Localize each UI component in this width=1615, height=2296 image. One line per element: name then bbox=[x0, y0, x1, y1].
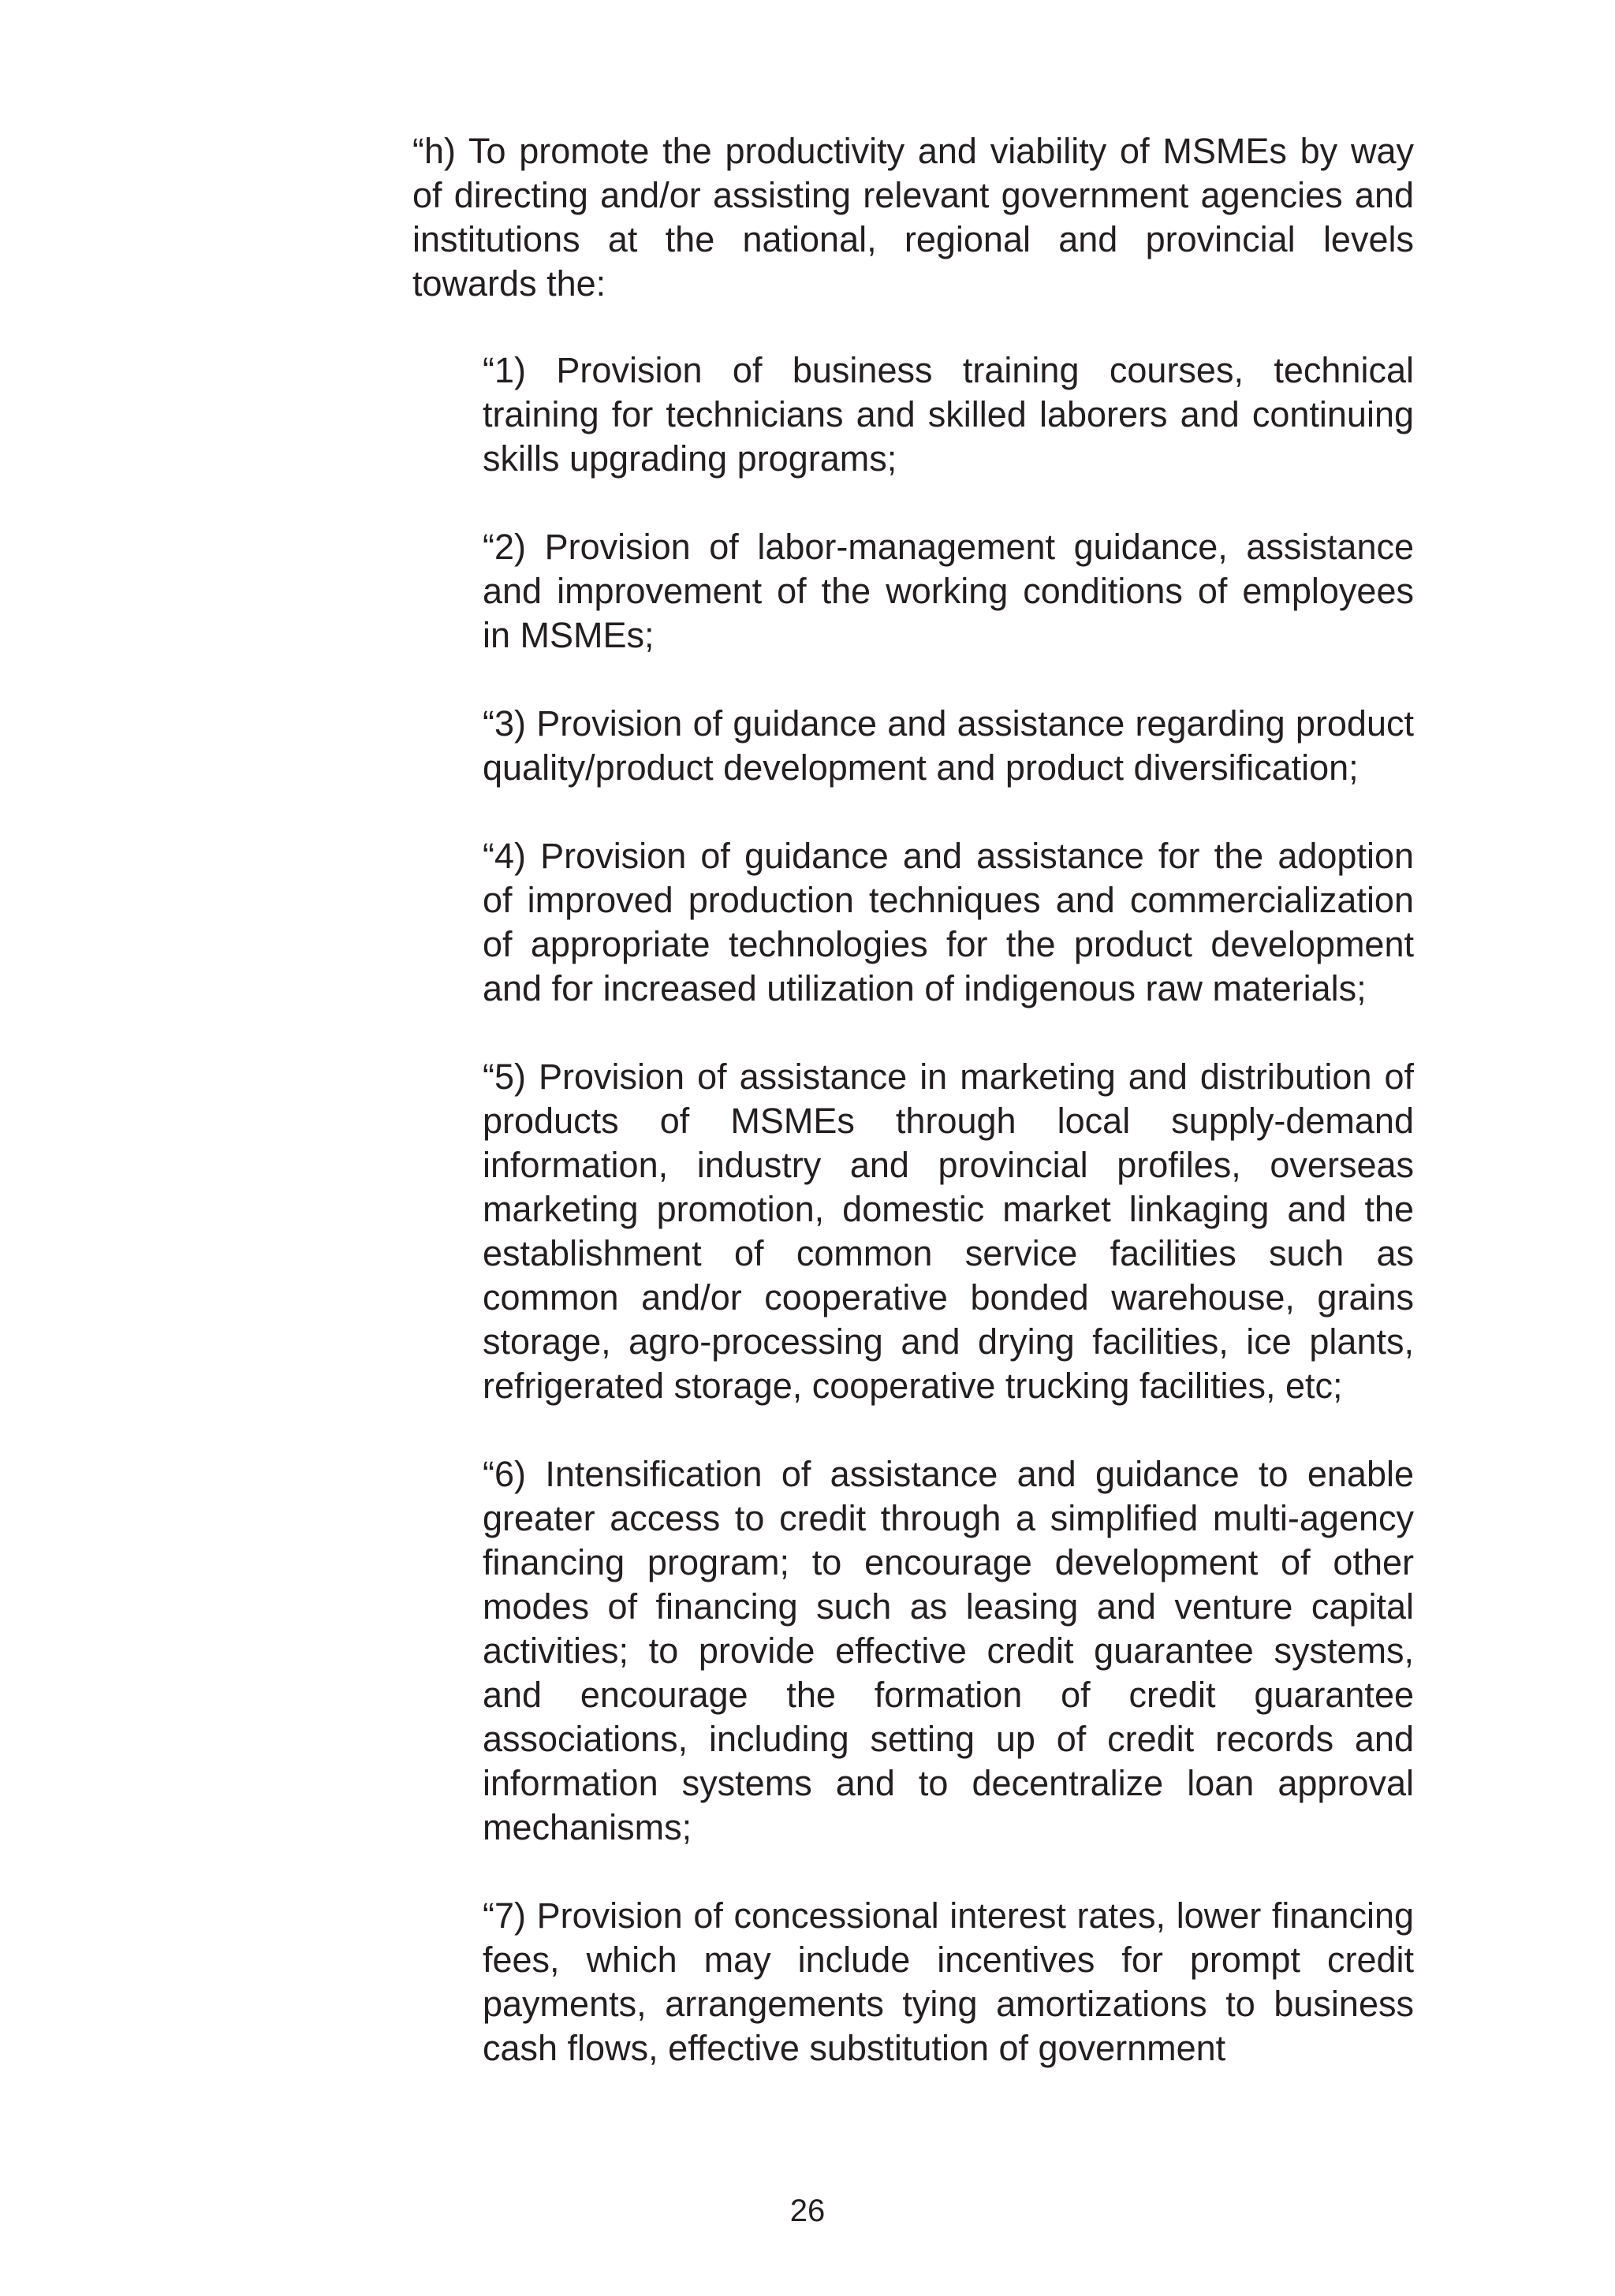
list-item-1: “1) Provision of business training courses, technical training for technicians and skilled laborers and continuing skills upgrading programs; bbox=[483, 350, 1414, 479]
list-item-7: “7) Provision of concessional interest rates, lower financing fees, which may include incentives for prompt credit payments, arrangements tying amortizations to business cash flows, effective substitution of government bbox=[483, 1895, 1414, 2068]
list-item-3: “3) Provision of guidance and assistance regarding product quality/product development and product diversification; bbox=[483, 703, 1414, 788]
provision-list bbox=[483, 348, 1414, 2115]
list-item-4: “4) Provision of guidance and assistance for the adoption of improved production techniques and commercialization of appropriate technologies for the product development and for increased utilization of indigenous raw materials; bbox=[483, 836, 1414, 1008]
list-item-6: “6) Intensification of assistance and guidance to enable greater access to credit through a simplified multi-agency financing program; to encourage development of other modes of financing such as leasing and venture capital activities; to provide effective credit guarantee systems, and encourage the formation of credit guarantee associations, including setting up of credit records and information systems and to decentralize loan approval mechanisms; bbox=[483, 1454, 1414, 1847]
intro-paragraph: “h) To promote the productivity and viability of MSMEs by way of directing and/or assisting relevant government agencies and institutions at the national, regional and provincial levels towards the: bbox=[412, 131, 1414, 304]
list-item-2: “2) Provision of labor-management guidance, assistance and improvement of the working conditions of employees in MSMEs; bbox=[483, 527, 1414, 655]
list-item-5: “5) Provision of assistance in marketing and distribution of products of MSMEs through local supply-demand information, industry and provincial profiles, overseas marketing promotion, domestic market linkaging and the establishment of common service facilities such as common and/or cooperative bonded warehouse, grains storage, agro-processing and drying facilities, ice plants, refrigerated storage, cooperative trucking facilities, etc; bbox=[483, 1057, 1414, 1406]
page-number: 26 bbox=[789, 2194, 826, 2228]
